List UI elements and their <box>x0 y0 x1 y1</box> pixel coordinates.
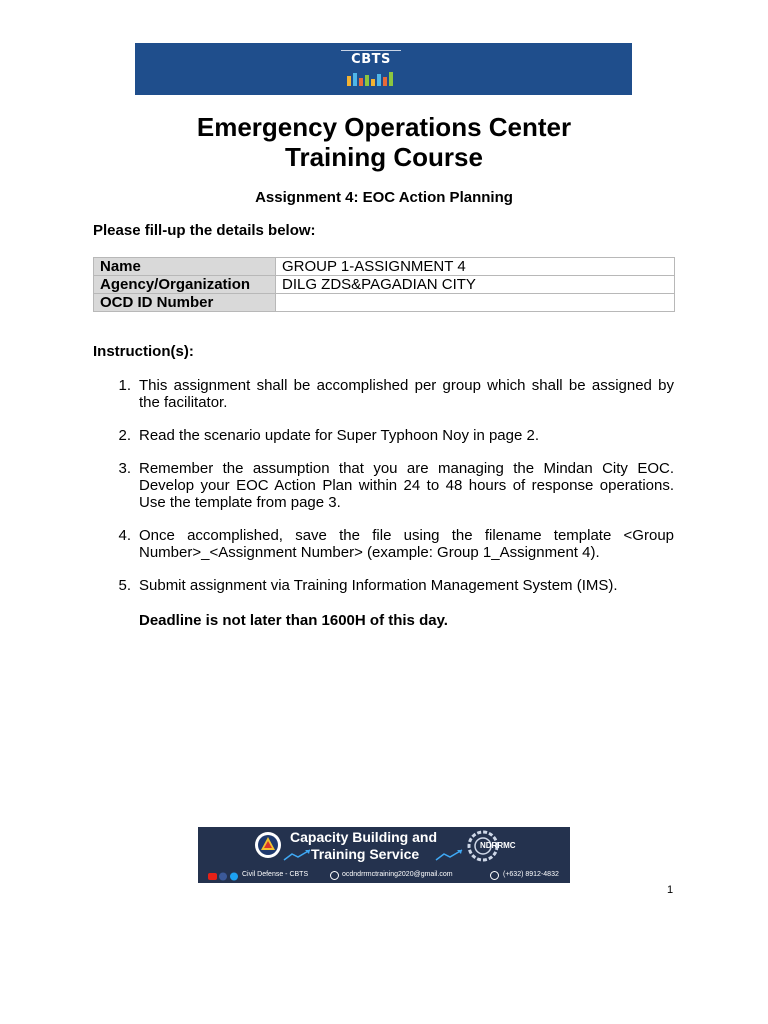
phone-icon <box>490 871 499 880</box>
footer-title-line-1: Capacity Building and <box>290 829 438 845</box>
social-media-icons <box>208 872 240 881</box>
instruction-text: Once accomplished, save the file using the filename template <Group Number>_<Assignment Number> (example: Group 1_Assignment 4). <box>139 527 674 561</box>
page-number: 1 <box>667 884 674 896</box>
agency-label: Agency/Organization <box>94 276 276 294</box>
instruction-text: This assignment shall be accomplished per group which shall be assigned by the facilitator. <box>139 377 674 411</box>
assignment-subtitle: Assignment 4: EOC Action Planning <box>255 189 513 206</box>
footer-banner <box>198 827 570 883</box>
name-value: GROUP 1-ASSIGNMENT 4 <box>276 258 675 276</box>
instruction-text: Remember the assumption that you are managing the Mindan City EOC. Develop your EOC Action Plan within 24 to 48 hours of response operations. Use the template from page 3. <box>139 460 674 511</box>
contact-email: ocdndrrmctraining2020@gmail.com <box>342 871 453 878</box>
arrow-left-decor-icon <box>283 849 313 861</box>
list-number: 3. <box>118 460 131 477</box>
cbts-logo <box>341 48 401 90</box>
ndrrmc-logo <box>466 829 522 865</box>
table-row <box>94 294 675 312</box>
list-number: 5. <box>118 577 131 594</box>
list-number: 4. <box>118 527 131 544</box>
social-handle: Civil Defense - CBTS <box>242 871 309 878</box>
cbts-logo-text: CBTS <box>351 52 391 67</box>
ocd-id-label: OCD ID Number <box>94 294 276 312</box>
ndrrmc-badge: NDRRMC <box>480 841 516 850</box>
ocd-id-value <box>276 294 675 312</box>
details-prompt: Please fill-up the details below: <box>93 222 316 239</box>
civil-defense-seal-icon <box>254 831 282 859</box>
name-label: Name <box>94 258 276 276</box>
list-number: 2. <box>118 427 131 444</box>
contact-phone: (+632) 8912-4832 <box>503 871 559 878</box>
instruction-text: Read the scenario update for Super Typhoon Noy in page 2. <box>139 427 539 444</box>
email-icon <box>330 871 339 880</box>
deadline-note: Deadline is not later than 1600H of this day. <box>139 612 448 629</box>
footer-title-line-2: Training Service <box>311 846 420 862</box>
arrow-right-decor-icon <box>435 849 465 861</box>
instructions-heading: Instruction(s): <box>93 343 194 360</box>
table-row <box>94 276 675 294</box>
bar-chart-icon <box>346 70 396 86</box>
document-title-line-2: Training Course <box>285 142 483 172</box>
agency-value: DILG ZDS&PAGADIAN CITY <box>276 276 675 294</box>
document-title-line-1: Emergency Operations Center <box>196 112 572 142</box>
instruction-text: Submit assignment via Training Information Management System (IMS). <box>139 577 618 594</box>
list-number: 1. <box>118 377 131 394</box>
details-table <box>93 257 675 312</box>
table-row <box>94 258 675 276</box>
